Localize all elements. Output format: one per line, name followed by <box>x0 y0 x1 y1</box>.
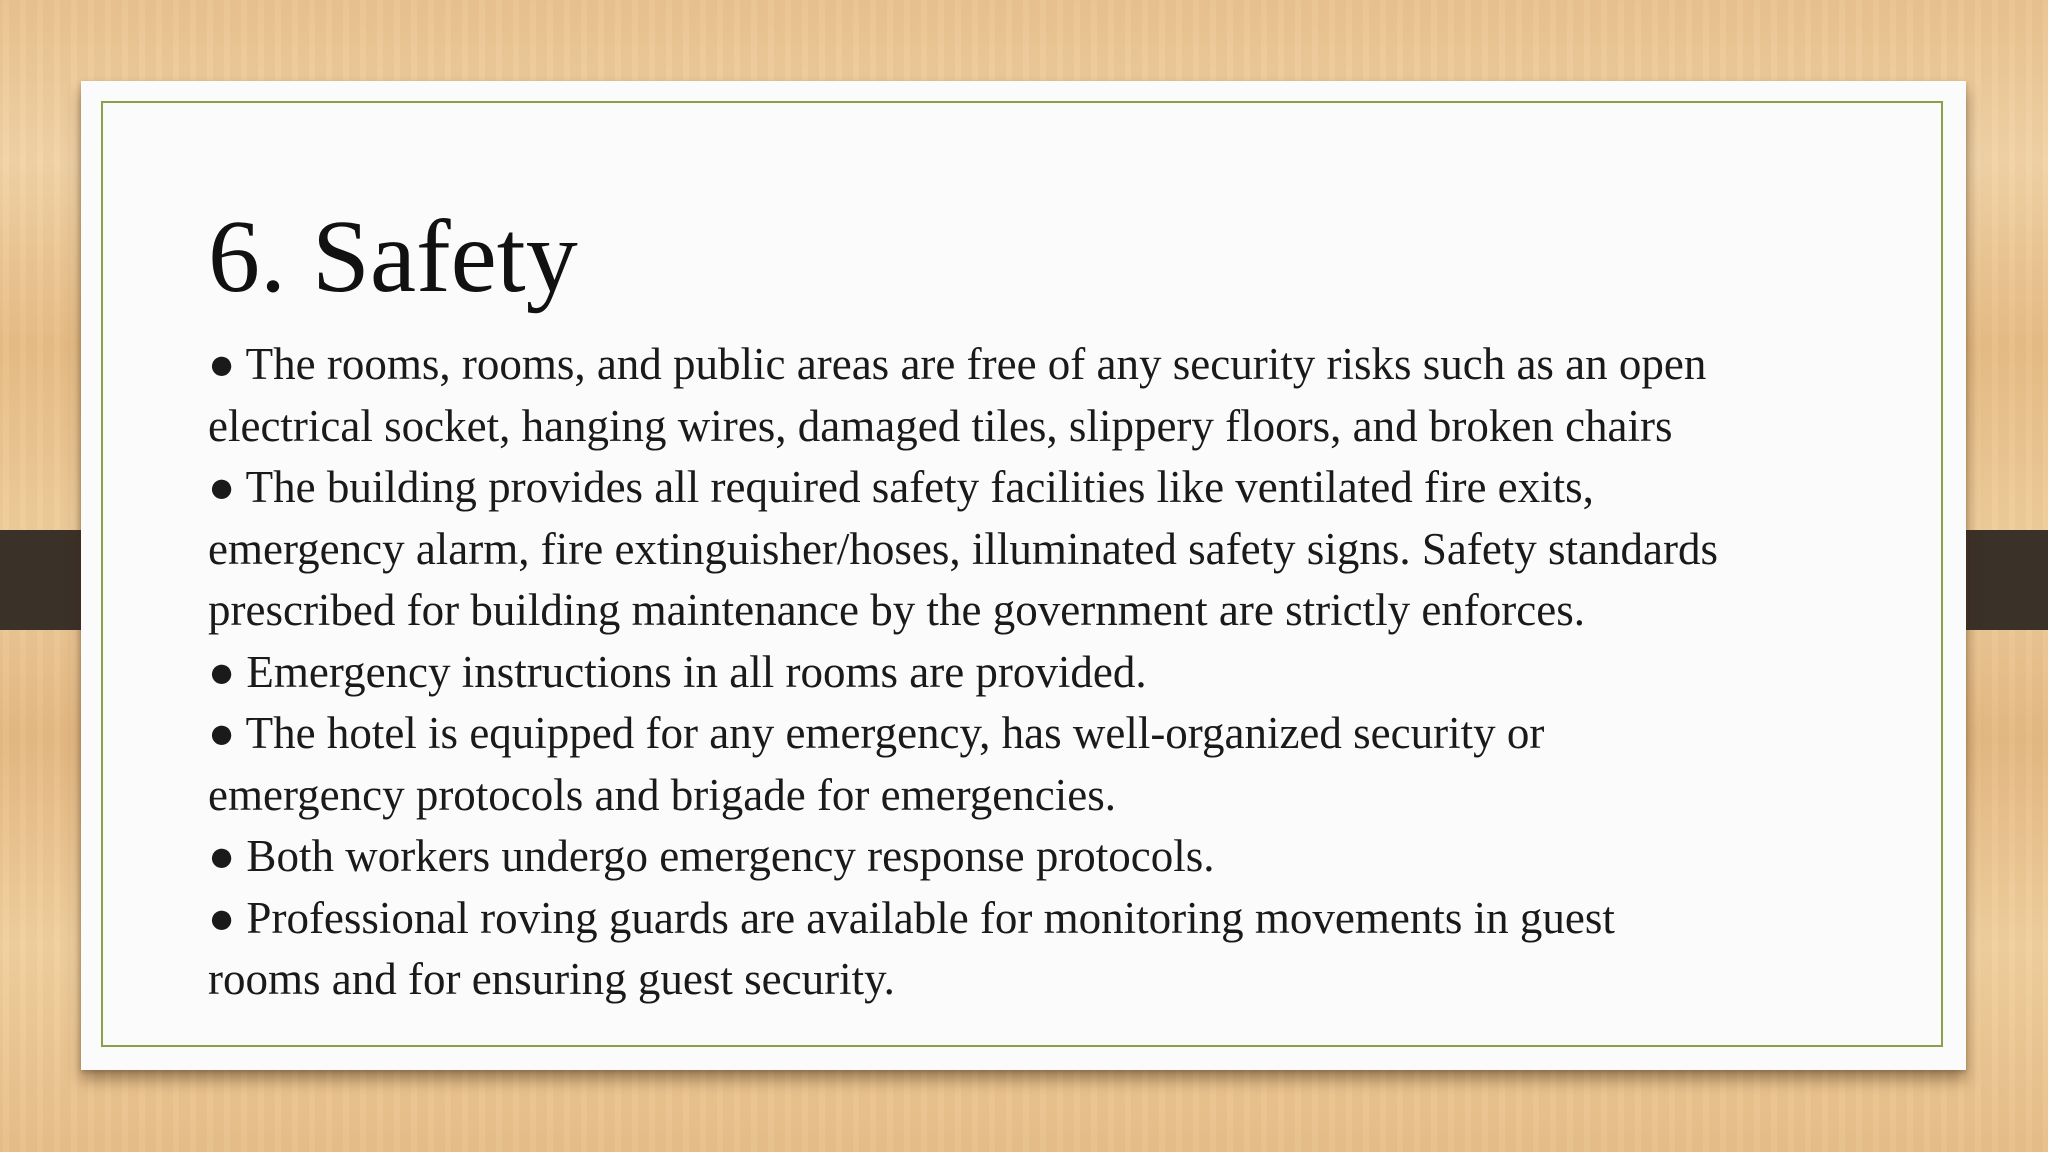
body-line: ● The rooms, rooms, and public areas are free of any security risks such as an open <box>208 339 1707 389</box>
body-line: ● The hotel is equipped for any emergency, has well-organized security or <box>208 708 1545 758</box>
body-line: ● The building provides all required safety facilities like ventilated fire exits, <box>208 462 1594 512</box>
body-line: prescribed for building maintenance by the government are strictly enforces. <box>208 585 1585 635</box>
body-line: ● Emergency instructions in all rooms are provided. <box>208 646 1147 697</box>
body-line: emergency alarm, fire extinguisher/hoses, illuminated safety signs. Safety standards <box>208 523 1719 574</box>
body-line: electrical socket, hanging wires, damaged tiles, slippery floors, and broken chairs <box>208 400 1673 451</box>
slide-title: 6. Safety <box>208 199 578 314</box>
body-line: emergency protocols and brigade for emergencies. <box>208 769 1116 820</box>
body-line: ● Professional roving guards are available for monitoring movements in guest <box>208 892 1615 943</box>
slide-body <box>208 334 1908 1011</box>
body-line: ● Both workers undergo emergency response protocols. <box>208 831 1215 881</box>
body-line: rooms and for ensuring guest security. <box>208 954 895 1004</box>
